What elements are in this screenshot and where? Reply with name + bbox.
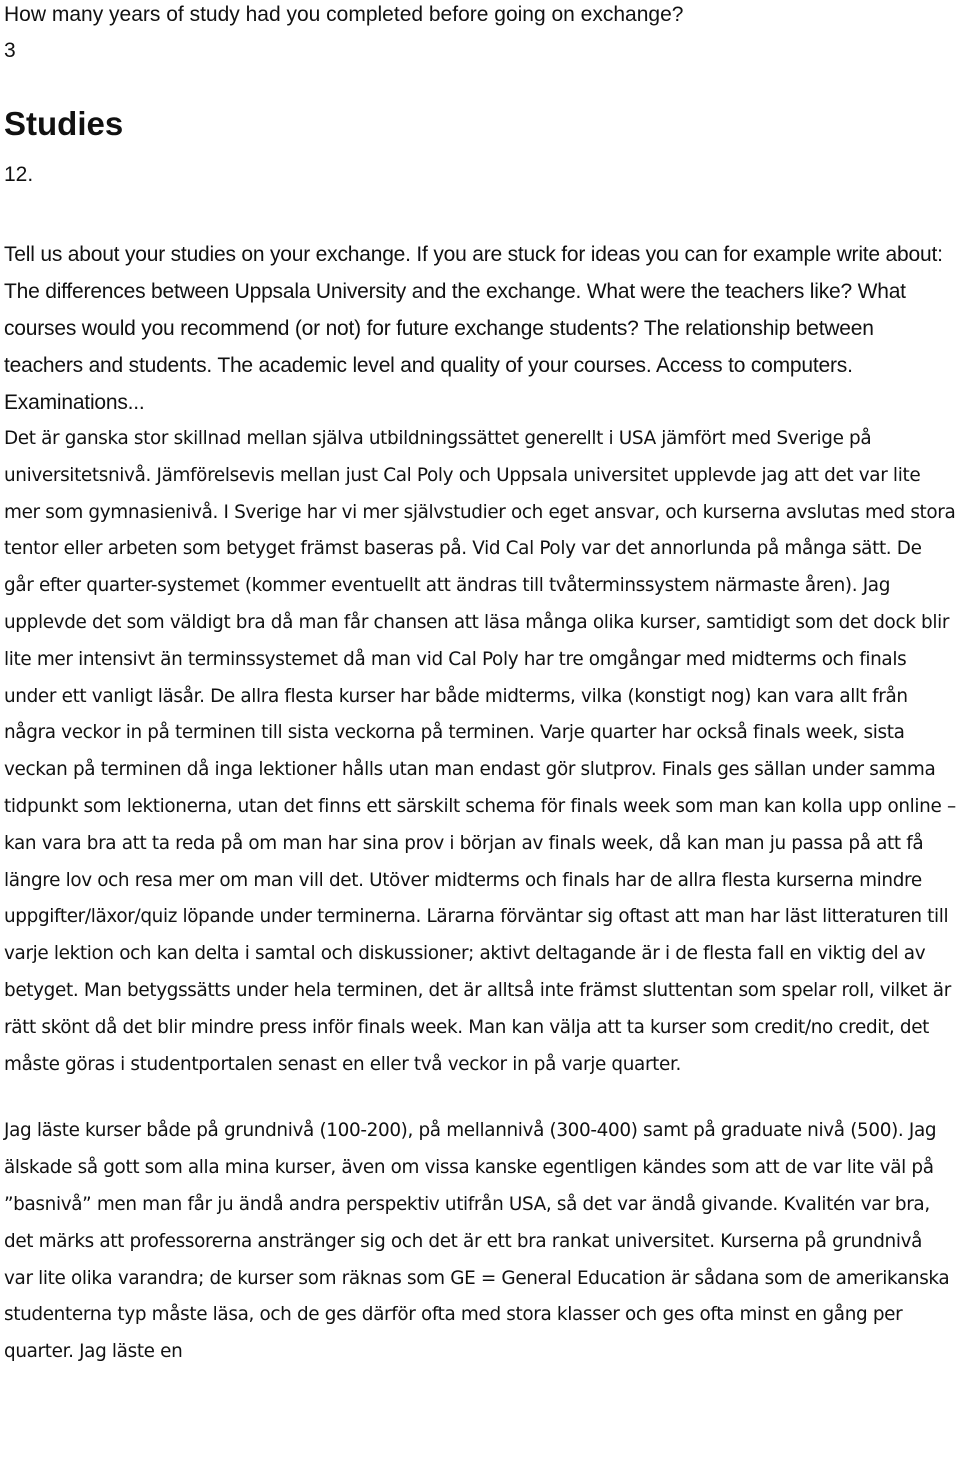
previous-question-text: How many years of study had you completed before going on exchange? bbox=[4, 3, 684, 26]
question-number: 12. bbox=[4, 163, 34, 186]
question-prompt: Tell us about your studies on your exchange. If you are stuck for ideas you can for example write about: The differences between Uppsala University and the exchange. What were the teachers like? What courses would you recommend (or not) for future exchange students? The relationship between teachers and students. The academic level and quality of your courses. Access to computers. Examinations... bbox=[4, 243, 943, 414]
answer-paragraph-1: Det är ganska stor skillnad mellan själva utbildningssättet generellt i USA jämfört med Sverige på universitetsnivå. Jämförelsevis mellan just Cal Poly och Uppsala universitet upplevde jag att det var lite mer som gymnasienivå. I Sverige har vi mer självstudier och eget ansvar, och kurserna avslutas med stora tentor eller arbeten som betyget främst baseras på. Vid Cal Poly var det annorlunda på många sätt. De går efter quarter-systemet (kommer eventuellt att ändras till tvåterminssystem närmaste åren). Jag upplevde det som väldigt bra då man får chansen att läsa många olika kurser, samtidigt som det dock blir lite mer intensivt än terminssystemet då man vid Cal Poly har tre omgångar med midterms och finals under ett vanligt läsår. De allra flesta kurser har både midterms, vilka (konstigt nog) kan vara allt från några veckor in på terminen till sista veckorna på terminen. Varje quarter har också finals week, sista veckan på terminen då inga lektioner hålls utan man endast gör slutprov. Finals ges sällan under samma tidpunkt som lektionerna, utan det finns ett särskilt schema för finals week som man kan kolla upp online – kan vara bra att ta reda på om man har sina prov i början av finals week, då kan man ju passa på att få längre lov och resa mer om man vill det. Utöver midterms och finals har de allra flesta kurserna mindre uppgifter/läxor/quiz löpande under terminerna. Lärarna förväntar sig oftast att man har läst litteraturen till varje lektion och kan delta i samtal och diskussioner; aktivt deltagande är i de flesta fall en viktig del av betyget. Man betygssätts under hela terminen, det är alltså inte främst sluttentan som spelar roll, vilket är rätt skönt då det blir mindre press inför finals week. Man kan välja att ta kurser som credit/no credit, det måste göras i studentportalen senast en eller två veckor in på varje quarter. bbox=[4, 428, 956, 1075]
document-page bbox=[4, 0, 956, 1371]
section-title: Studies bbox=[4, 105, 124, 142]
previous-question-answer: 3 bbox=[4, 39, 16, 62]
answer-paragraph-2: Jag läste kurser både på grundnivå (100-200), på mellannivå (300-400) samt på graduate nivå (500). Jag älskade så gott som alla mina kurser, även om vissa kanske egentligen kändes som att de var lite väl på ”basnivå” men man får ju ändå andra perspektiv utifrån USA, så det var ändå givande. Kvalitén var bra, det märks att professorerna anstränger sig och det är ett bra rankat universitet. Kurserna på grundnivå var lite olika varandra; de kurser som räknas som GE = General Education är sådana som de amerikanska studenterna typ måste läsa, och de ges därför ofta med stora klasser och ges ofta minst en gång per quarter. Jag läste en bbox=[4, 1120, 950, 1363]
